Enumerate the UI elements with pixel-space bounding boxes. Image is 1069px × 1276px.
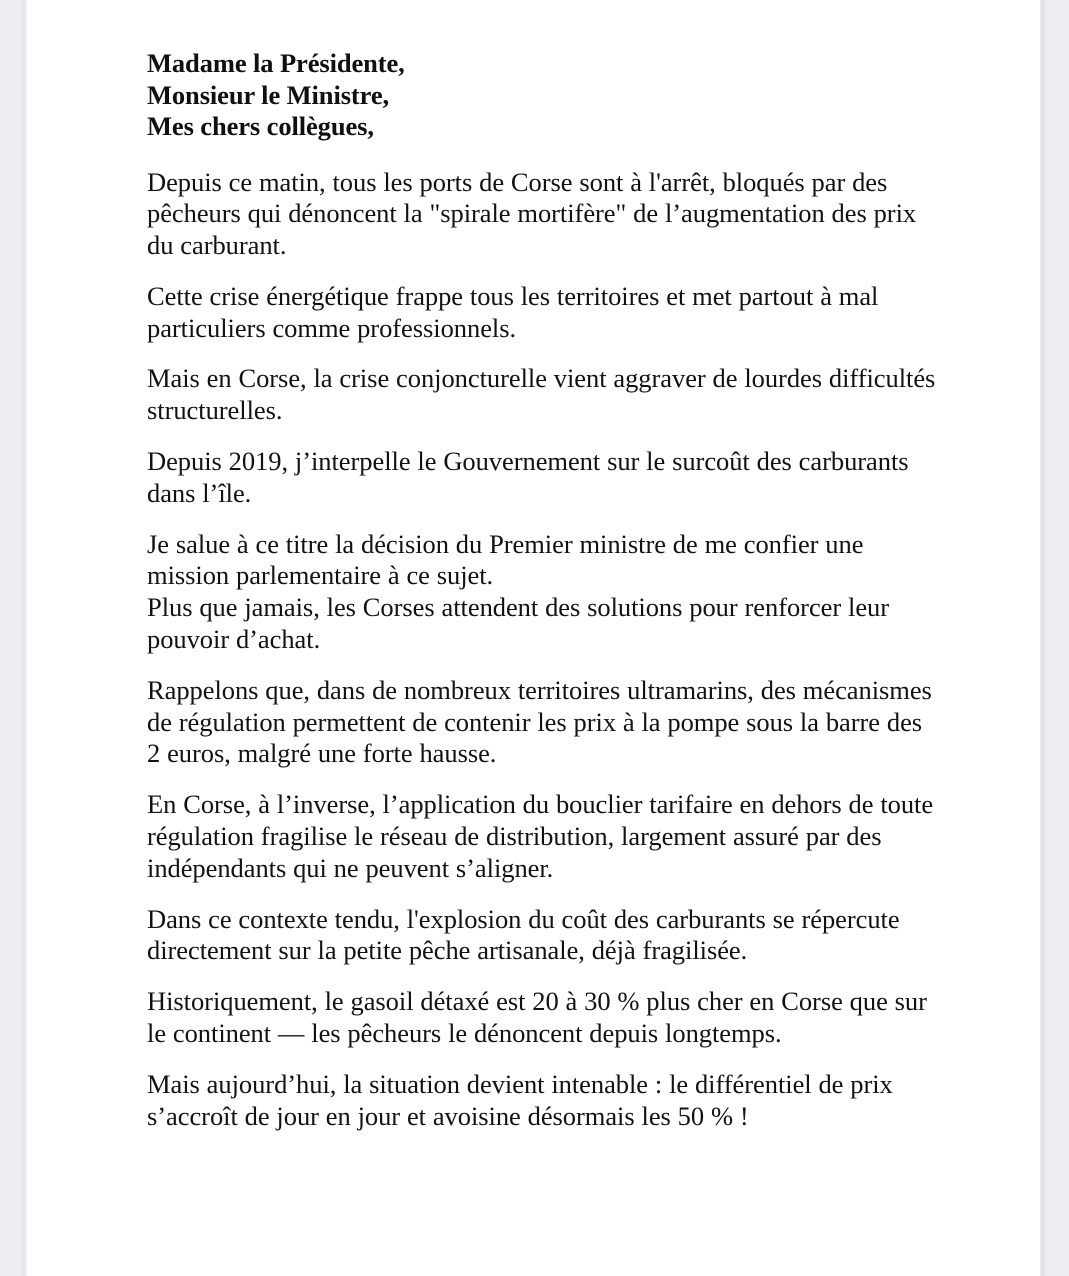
- paragraph-mission-line-a: Je salue à ce titre la décision du Premier ministre de me confier une mission parlementaire à ce sujet.: [147, 528, 864, 591]
- paragraph-territoires-ultramarins: Rappelons que, dans de nombreux territoires ultramarins, des mécanismes de régulation permettent de contenir les prix à la pompe sous la barre des 2 euros, malgré une forte hausse.: [147, 674, 932, 769]
- paragraph-crise-energetique: Cette crise énergétique frappe tous les territoires et met partout à mal particuliers comme professionnels.: [147, 280, 879, 343]
- document-page: [28, 0, 1040, 1276]
- salutation-line-3: Mes chers collègues,: [147, 111, 374, 141]
- document-body: [147, 48, 937, 1132]
- paragraph-differentiel-prix: Mais aujourd’hui, la situation devient intenable : le différentiel de prix s’accroît de jour en jour et avoisine désormais les 50 % !: [147, 1068, 893, 1131]
- paragraph-ports-corse: Depuis ce matin, tous les ports de Corse sont à l'arrêt, bloqués par des pêcheurs qui dénoncent la "spirale mortifère" de l’augmentation des prix du carburant.: [147, 166, 917, 261]
- salutation-block: [147, 48, 937, 143]
- paragraph-interpellation-2019: Depuis 2019, j’interpelle le Gouvernement sur le surcoût des carburants dans l’île.: [147, 446, 909, 508]
- paragraph-mission-line-b: Plus que jamais, les Corses attendent des solutions pour renforcer leur pouvoir d’achat.: [147, 592, 890, 655]
- salutation-line-2: Monsieur le Ministre,: [147, 79, 390, 110]
- paragraph-mission-parlementaire: [147, 529, 937, 656]
- paragraph-peche-artisanale: Dans ce contexte tendu, l'explosion du coût des carburants se répercute directement sur la petite pêche artisanale, déjà fragilisée.: [147, 903, 900, 966]
- salutation-line-1: Madame la Présidente,: [147, 48, 405, 78]
- paragraph-bouclier-tarifaire: En Corse, à l’inverse, l’application du bouclier tarifaire en dehors de toute régulation fragilise le réseau de distribution, largement assuré par des indépendants qui ne peuvent s’aligner.: [147, 789, 934, 883]
- paragraph-gasoil-detaxe: Historiquement, le gasoil détaxé est 20 à 30 % plus cher en Corse que sur le continent — les pêcheurs le dénoncent depuis longtemps.: [147, 986, 927, 1049]
- paragraph-crise-conjoncturelle: Mais en Corse, la crise conjoncturelle vient aggraver de lourdes difficultés structurelles.: [147, 363, 936, 426]
